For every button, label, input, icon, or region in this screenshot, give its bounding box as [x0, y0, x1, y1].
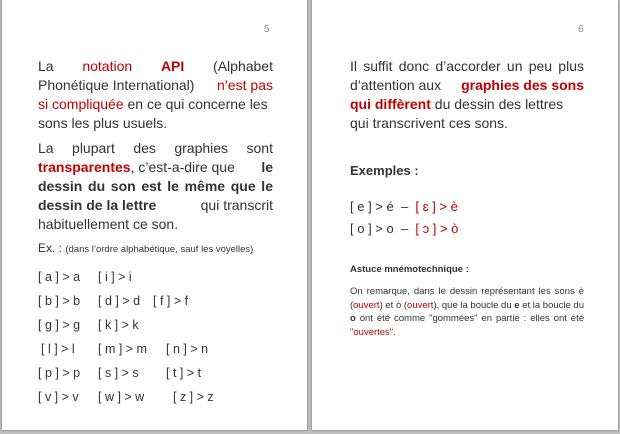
text: La	[38, 58, 54, 74]
highlight-text: ouvert	[353, 299, 380, 311]
highlight-text: API	[160, 58, 185, 74]
text: du dessin des lettres	[430, 96, 564, 112]
ipa-cell: [ w ] > w	[98, 390, 145, 404]
example-text: [ o ] > o –	[350, 221, 416, 236]
ipa-cell: [ l ] > l	[41, 342, 75, 356]
paragraph-intro	[350, 57, 584, 133]
text: Ex. :	[38, 241, 66, 255]
page-body	[38, 57, 273, 409]
text: habituellement ce son.	[38, 216, 179, 232]
text: , c’est-a-dire que	[130, 159, 235, 175]
ipa-cell: [ s ] > s	[98, 366, 139, 380]
ipa-cell: [ g ] > g	[38, 318, 81, 332]
text: en ce qui concerne les	[123, 96, 268, 112]
text: et la boucle du	[519, 299, 585, 311]
text: Il suffit donc d’accorder un peu plus	[350, 58, 584, 74]
ipa-cell: [ n ] > n	[166, 342, 209, 356]
text: sons les plus usuels.	[38, 115, 168, 131]
ipa-row	[38, 337, 273, 361]
example-highlight: [ ɔ ] > ò	[415, 221, 459, 236]
bold-text: dessin du son est le même que le	[38, 178, 273, 194]
text: (Alphabet	[213, 58, 273, 74]
astuce-paragraph	[350, 285, 584, 339]
page-body	[350, 57, 584, 339]
highlight-text: si compliquée	[38, 96, 124, 112]
ipa-row	[38, 361, 273, 385]
text: qui transcrit	[200, 197, 273, 213]
text: Phonétique International)	[38, 77, 195, 93]
ipa-cell: [ v ] > v	[38, 390, 79, 404]
ipa-table	[38, 265, 273, 409]
examples-label	[38, 239, 273, 259]
paragraph-transparent-graphies	[38, 139, 273, 234]
page-number: 5	[264, 24, 270, 35]
highlight-text: qui diffèrent	[350, 96, 431, 112]
ipa-row	[38, 313, 273, 337]
bold-text: dessin de la lettre	[38, 197, 157, 213]
example-line	[350, 218, 584, 240]
examples-list	[350, 196, 584, 240]
ipa-row	[38, 289, 273, 313]
astuce-heading: Astuce mnémotechnique :	[350, 264, 469, 275]
ipa-cell: [ k ] > k	[98, 318, 139, 332]
highlight-text: "ouvertes"	[350, 326, 394, 338]
bold-text: o	[350, 313, 356, 324]
highlight-text: transparentes	[38, 159, 131, 175]
page-left	[2, 0, 307, 430]
page-number: 6	[578, 24, 584, 35]
text: ont été comme "gommées" en partie : elles ont été	[355, 313, 584, 324]
bold-text: e	[514, 299, 520, 311]
example-text: [ e ] > é –	[350, 199, 416, 214]
ipa-row	[38, 385, 273, 409]
text: On remarque, dans le dessin représentant les sons è (	[350, 286, 584, 311]
page-right	[312, 0, 618, 430]
ipa-cell: [ m ] > m	[98, 342, 147, 356]
highlight-text: graphies des sons	[461, 77, 584, 93]
highlight-text: n’est pas	[216, 77, 273, 93]
ipa-row	[38, 265, 273, 289]
highlight-text: ouvert	[407, 299, 434, 311]
ipa-cell: [ i ] > i	[98, 270, 132, 284]
text: ), que la boucle du	[433, 299, 515, 311]
ipa-cell: [ b ] > b	[38, 294, 81, 308]
text: La plupart des graphies sont	[38, 140, 273, 156]
highlight-text: notation	[82, 58, 133, 74]
example-line	[350, 196, 584, 218]
ipa-cell: [ t ] > t	[166, 366, 202, 380]
text: .	[393, 326, 396, 338]
ipa-cell: [ d ] > d	[98, 294, 141, 308]
ipa-cell: [ a ] > a	[38, 270, 81, 284]
ipa-cell: [ f ] > f	[153, 294, 189, 308]
paragraph-api-intro	[38, 57, 273, 133]
text: qui transcrivent ces sons.	[350, 115, 508, 131]
text: ) et ò (	[379, 299, 408, 311]
ipa-cell: [ p ] > p	[38, 366, 81, 380]
example-highlight: [ ɛ ] > è	[415, 199, 458, 214]
ipa-cell: [ z ] > z	[173, 390, 214, 404]
examples-heading: Exemples :	[350, 163, 419, 178]
note-text: (dans l’ordre alphabétique, sauf les voyelles)	[65, 244, 254, 255]
bold-text: le	[261, 159, 273, 175]
text: d’attention aux	[350, 77, 442, 93]
